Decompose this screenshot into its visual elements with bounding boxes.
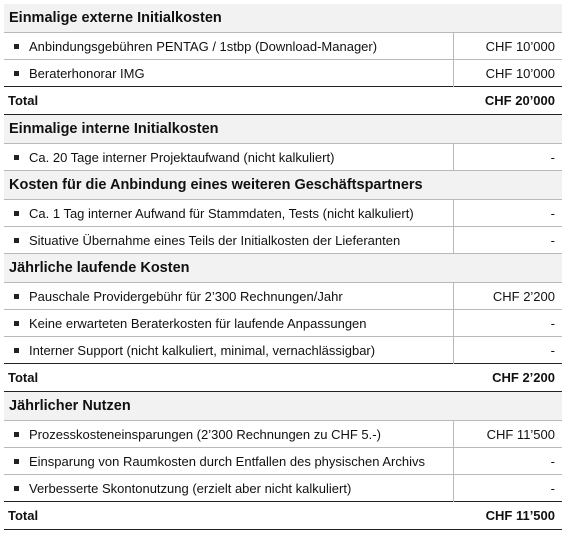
table-row — [4, 33, 562, 60]
section-header — [4, 392, 562, 421]
item-label: Ca. 20 Tage interner Projektaufwand (nicht kalkuliert) — [29, 149, 335, 165]
bullet-square-icon — [14, 459, 19, 464]
section-header — [4, 115, 562, 144]
item-cell — [4, 144, 453, 171]
bullet-square-icon — [14, 486, 19, 491]
total-row — [4, 87, 562, 115]
total-value: CHF 2’200 — [453, 364, 562, 392]
total-value: CHF 20’000 — [453, 87, 562, 115]
cost-benefit-table — [4, 4, 562, 530]
table-row — [4, 60, 562, 87]
total-row — [4, 364, 562, 392]
item-value: - — [453, 144, 562, 171]
total-label: Total — [4, 364, 453, 392]
table-row — [4, 421, 562, 448]
bullet-square-icon — [14, 155, 19, 160]
item-value: - — [453, 337, 562, 364]
bullet-square-icon — [14, 294, 19, 299]
bullet-square-icon — [14, 432, 19, 437]
section-header — [4, 171, 562, 200]
bullet-square-icon — [14, 238, 19, 243]
item-cell — [4, 421, 453, 448]
bullet-square-icon — [14, 321, 19, 326]
item-label: Interner Support (nicht kalkuliert, minimal, vernachlässigbar) — [29, 342, 376, 358]
table-row — [4, 283, 562, 310]
table-row — [4, 448, 562, 475]
section-title: Jährlicher Nutzen — [4, 392, 562, 421]
bullet-square-icon — [14, 44, 19, 49]
item-value: - — [453, 475, 562, 502]
item-value: CHF 2’200 — [453, 283, 562, 310]
item-value: - — [453, 448, 562, 475]
table-row — [4, 337, 562, 364]
item-value: CHF 10’000 — [453, 33, 562, 60]
total-label: Total — [4, 87, 453, 115]
table-row — [4, 144, 562, 171]
bullet-square-icon — [14, 211, 19, 216]
table-row — [4, 310, 562, 337]
table-row — [4, 475, 562, 502]
table-row — [4, 200, 562, 227]
item-label: Anbindungsgebühren PENTAG / 1stbp (Download-Manager) — [29, 38, 378, 54]
item-cell — [4, 227, 453, 254]
item-cell — [4, 337, 453, 364]
item-cell — [4, 200, 453, 227]
item-label: Keine erwarteten Beraterkosten für laufende Anpassungen — [29, 315, 367, 331]
item-cell — [4, 283, 453, 310]
item-value: CHF 11’500 — [453, 421, 562, 448]
item-value: CHF 10’000 — [453, 60, 562, 87]
table-row — [4, 227, 562, 254]
cost-benefit-sheet — [4, 4, 562, 530]
section-header — [4, 254, 562, 283]
total-label: Total — [4, 502, 453, 530]
section-title: Jährliche laufende Kosten — [4, 254, 562, 283]
item-label: Beraterhonorar IMG — [29, 65, 145, 81]
total-row — [4, 502, 562, 530]
section-header — [4, 4, 562, 33]
bullet-square-icon — [14, 71, 19, 76]
section-title: Kosten für die Anbindung eines weiteren Geschäftspartners — [4, 171, 562, 200]
item-value: - — [453, 310, 562, 337]
item-cell — [4, 475, 453, 502]
item-label: Einsparung von Raumkosten durch Entfallen des physischen Archivs — [29, 453, 425, 469]
bullet-square-icon — [14, 348, 19, 353]
item-cell — [4, 310, 453, 337]
item-label: Verbesserte Skontonutzung (erzielt aber nicht kalkuliert) — [29, 480, 352, 496]
item-label: Ca. 1 Tag interner Aufwand für Stammdaten, Tests (nicht kalkuliert) — [29, 205, 414, 221]
item-cell — [4, 33, 453, 60]
item-value: - — [453, 227, 562, 254]
item-label: Prozesskosteneinsparungen (2’300 Rechnungen zu CHF 5.-) — [29, 426, 381, 442]
item-label: Situative Übernahme eines Teils der Initialkosten der Lieferanten — [29, 232, 401, 248]
item-label: Pauschale Providergebühr für 2’300 Rechnungen/Jahr — [29, 288, 343, 304]
section-title: Einmalige externe Initialkosten — [4, 4, 562, 33]
item-cell — [4, 448, 453, 475]
item-value: - — [453, 200, 562, 227]
section-title: Einmalige interne Initialkosten — [4, 115, 562, 144]
total-value: CHF 11’500 — [453, 502, 562, 530]
item-cell — [4, 60, 453, 87]
